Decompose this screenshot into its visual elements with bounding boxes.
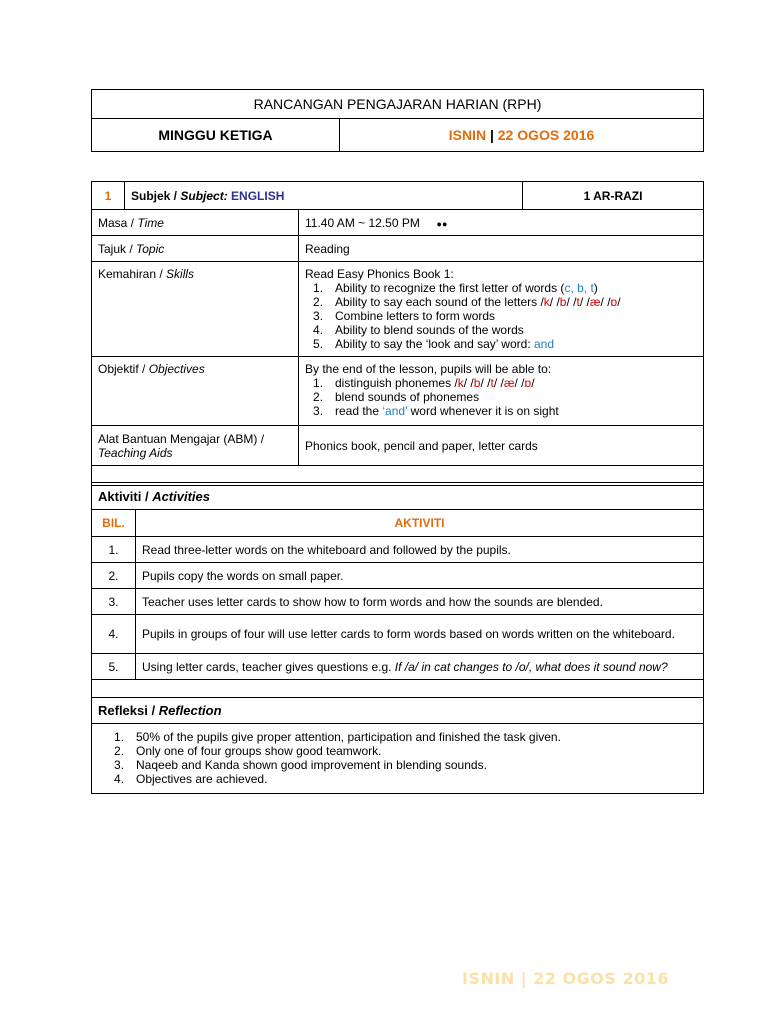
reflection-heading: [92, 698, 704, 724]
reflection-item: Objectives are achieved.: [136, 772, 268, 786]
time-marks: ●●: [436, 218, 448, 229]
objective-text: / /: [514, 376, 525, 390]
reflection-heading-row: [92, 698, 704, 724]
skills-label-en: Skills: [166, 267, 195, 281]
skill-item: [335, 281, 697, 295]
topic-label-ms: Tajuk /: [98, 241, 137, 256]
skills-cell: [299, 262, 704, 357]
topic-label-en: Topic: [136, 241, 165, 256]
activity-no: 3.: [92, 589, 136, 615]
day-date: [340, 119, 704, 152]
topic-row: [92, 236, 704, 262]
activity-no: 1.: [92, 537, 136, 563]
activity-row: [92, 563, 704, 589]
subject-label: Subjek /: [131, 188, 181, 203]
reflection-item: 50% of the pupils give proper attention, participation and finished the task given.: [136, 730, 561, 744]
aids-label-en: Teaching Aids: [98, 445, 173, 460]
activity-row: [92, 654, 704, 680]
reflection-item: Only one of four groups show good teamwork.: [136, 744, 382, 758]
activities-label-en: Activities: [152, 488, 210, 504]
skills-label: [92, 262, 299, 357]
objectives-label: [92, 357, 299, 426]
objective-text: / /: [480, 376, 491, 390]
objectives-label-en: Objectives: [148, 362, 205, 376]
objectives-intro: By the end of the lesson, pupils will be able to:: [305, 362, 552, 376]
objective-text: word whenever it is on sight: [407, 404, 559, 418]
activity-text: Read three-letter words on the whiteboard and followed by the pupils.: [136, 537, 704, 563]
objective-text: / /: [463, 376, 474, 390]
class-name: 1 AR-RAZI: [523, 182, 704, 210]
look-say-word: ‘and’: [382, 404, 408, 418]
reflection-label-ms: Refleksi /: [98, 703, 159, 718]
activities-label-ms: Aktiviti /: [98, 488, 153, 504]
skill-text: / /: [549, 295, 560, 309]
topic-value: Reading: [299, 236, 704, 262]
skill-text: / /: [566, 295, 577, 309]
skill-letters: c, b, t: [564, 281, 594, 295]
aids-label: [92, 426, 299, 466]
objective-item: blend sounds of phonemes: [335, 390, 480, 404]
document-title: RANCANGAN PENGAJARAN HARIAN (RPH): [92, 90, 704, 119]
activity-no: 2.: [92, 563, 136, 589]
skills-list: [335, 281, 697, 351]
aids-label-ms: Alat Bantuan Mengajar (ABM) /: [98, 431, 265, 446]
activities-col-header: [92, 510, 704, 537]
time-value-cell: [299, 210, 704, 236]
activity-no: 5.: [92, 654, 136, 680]
objective-text: distinguish phonemes /: [335, 376, 458, 390]
activity-question: If /a/ in cat changes to /o/, what does it sound now?: [394, 659, 668, 674]
phoneme: ɒ: [610, 295, 618, 309]
activity-text: Pupils in groups of four will use letter cards to form words based on words written on the whiteboard.: [136, 615, 704, 654]
skill-item: Ability to blend sounds of the words: [335, 323, 524, 337]
skill-text: Ability to say each sound of the letters /: [335, 295, 544, 309]
skill-text: ): [593, 281, 598, 295]
objective-item: [335, 404, 697, 418]
skill-item: Combine letters to form words: [335, 309, 496, 323]
activities-table: [91, 482, 704, 794]
phoneme: b: [473, 376, 481, 390]
objective-item: [335, 376, 697, 390]
col-activity-header: AKTIVITI: [136, 510, 704, 537]
objectives-label-ms: Objektif /: [98, 362, 149, 376]
date-label: 22 OGOS 2016: [497, 127, 595, 143]
objectives-list: [335, 376, 697, 418]
topic-label: [92, 236, 299, 262]
rph-header-table: [91, 89, 704, 152]
time-label: [92, 210, 299, 236]
phoneme: b: [559, 295, 567, 309]
reflection-body-row: [92, 724, 704, 794]
reflection-label-en: Reflection: [158, 703, 222, 718]
skill-text: Ability to say the ‘look and say’ word:: [335, 337, 534, 351]
objective-text: / /: [493, 376, 504, 390]
activity-no: 4.: [92, 615, 136, 654]
activities-heading: [92, 483, 704, 510]
lesson-number: 1: [92, 182, 125, 210]
skills-row: [92, 262, 704, 357]
phoneme: ɒ: [524, 376, 532, 390]
skill-text: Ability to recognize the first letter of words (: [335, 281, 565, 295]
spacer-cell: [92, 680, 704, 698]
phoneme: æ: [503, 376, 515, 390]
subject-cell: [125, 182, 523, 210]
phoneme: t: [490, 376, 494, 390]
page-footer: ISNIN | 22 OGOS 2016: [462, 969, 669, 988]
reflection-body: [92, 724, 704, 794]
objective-text: read the: [335, 404, 383, 418]
time-value: 11.40 AM ~ 12.50 PM: [305, 215, 420, 230]
time-label-en: Time: [137, 215, 164, 230]
phoneme: k: [543, 295, 550, 309]
skill-item: [335, 295, 697, 309]
activity-text: Pupils copy the words on small paper.: [136, 563, 704, 589]
reflection-list: [136, 730, 697, 786]
subject-value: ENGLISH: [231, 188, 285, 203]
week-label: MINGGU KETIGA: [92, 119, 340, 152]
day-label: ISNIN: [448, 127, 487, 143]
skill-text: / /: [600, 295, 611, 309]
activity-row: [92, 615, 704, 654]
activity-row: [92, 537, 704, 563]
time-row: [92, 210, 704, 236]
skill-item: [335, 337, 697, 351]
skill-text: /: [617, 295, 621, 309]
objectives-row: [92, 357, 704, 426]
skills-label-ms: Kemahiran /: [98, 267, 167, 281]
time-label-ms: Masa /: [98, 215, 138, 230]
lesson-table: [91, 181, 704, 486]
phoneme: æ: [589, 295, 601, 309]
look-say-word: and: [533, 337, 555, 351]
activity-text-cell: [136, 654, 704, 680]
subject-row: [92, 182, 704, 210]
activity-text: Using letter cards, teacher gives questions e.g.: [142, 659, 395, 674]
phoneme: k: [457, 376, 464, 390]
col-no-header: BIL.: [92, 510, 136, 537]
objectives-cell: [299, 357, 704, 426]
activity-row: [92, 589, 704, 615]
phoneme: t: [576, 295, 580, 309]
activity-text: Teacher uses letter cards to show how to form words and how the sounds are blended.: [136, 589, 704, 615]
skill-text: / /: [579, 295, 590, 309]
day-date-separator: |: [486, 127, 498, 143]
activities-heading-row: [92, 483, 704, 510]
reflection-item: Naqeeb and Kanda shown good improvement in blending sounds.: [136, 758, 487, 772]
aids-value: Phonics book, pencil and paper, letter cards: [299, 426, 704, 466]
objective-text: /: [531, 376, 535, 390]
subject-label-en: Subject:: [180, 188, 228, 203]
skills-intro: Read Easy Phonics Book 1:: [305, 267, 454, 281]
spacer-row: [92, 680, 704, 698]
aids-row: [92, 426, 704, 466]
